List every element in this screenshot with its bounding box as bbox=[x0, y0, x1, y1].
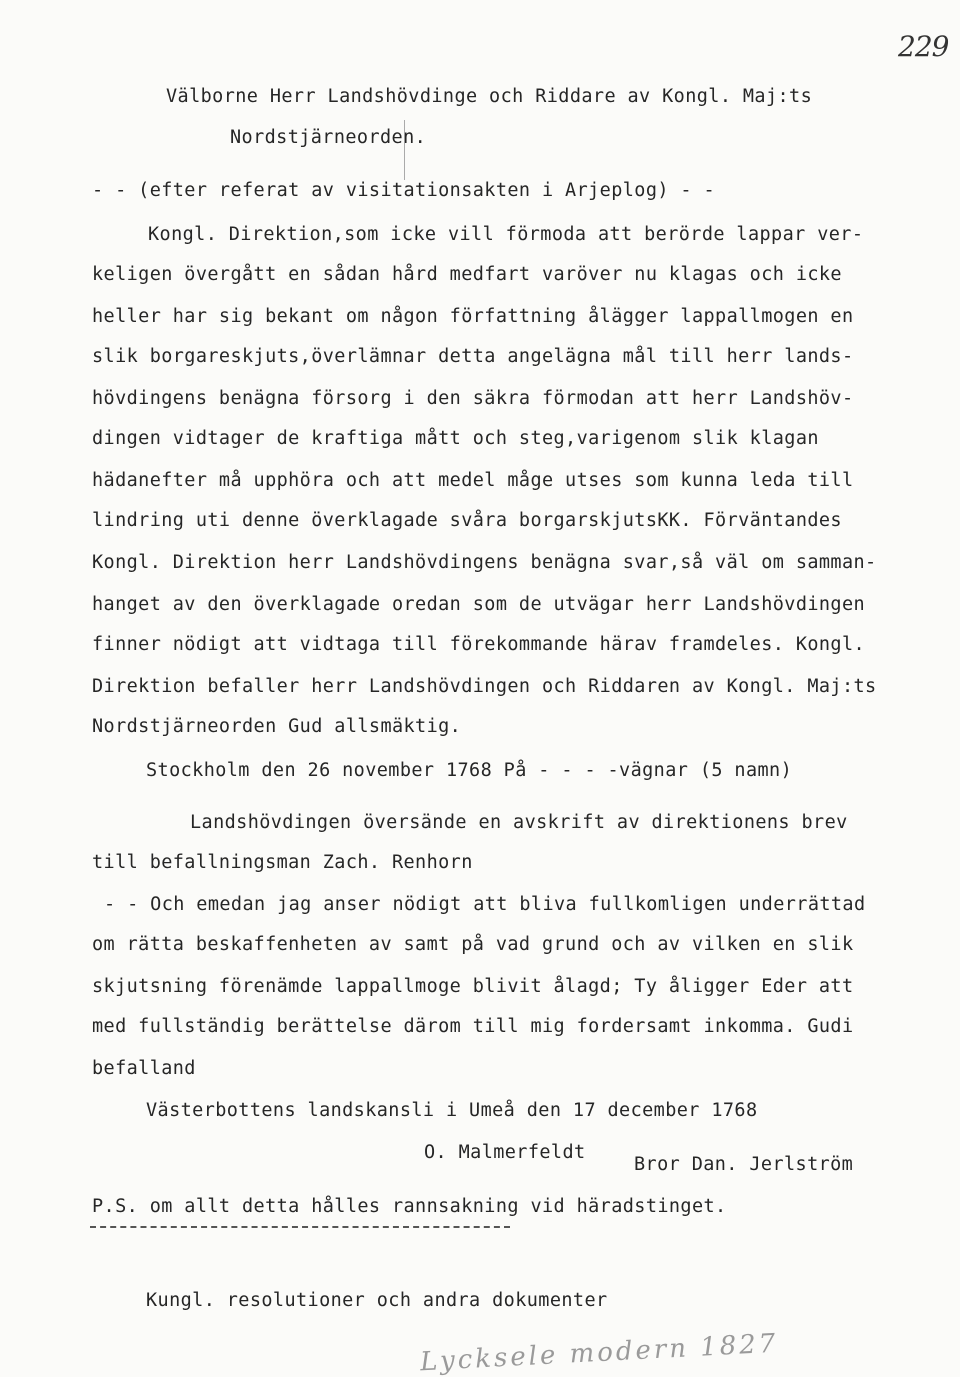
dateline-umea: Västerbottens landskansli i Umeå den 17 december 1768 bbox=[146, 1100, 758, 1121]
body-line: slik borgareskjuts,överlämnar detta angelägna mål till herr lands- bbox=[92, 346, 854, 367]
body-line: finner nödigt att vidtaga till förekommande härav framdeles. Kongl. bbox=[92, 634, 866, 655]
signature-malmerfeldt: O. Malmerfeldt bbox=[424, 1142, 586, 1163]
letter-line: befalland bbox=[92, 1058, 196, 1079]
postscript: P.S. om allt detta hålles rannsakning vid häradstinget. bbox=[92, 1196, 727, 1217]
dateline-stockholm: Stockholm den 26 november 1768 På - - - -vägnar (5 namn) bbox=[146, 760, 793, 781]
body-line: hädanefter må upphöra och att medel måge utses som kunna leda till bbox=[92, 470, 854, 491]
body-line: heller har sig bekant om någon författning ålägger lappallmogen en bbox=[92, 306, 854, 327]
summary-line: till befallningsman Zach. Renhorn bbox=[92, 852, 473, 873]
body-line: Kongl. Direktion,som icke vill förmoda att berörde lappar ver- bbox=[148, 224, 864, 245]
summary-line: Landshövdingen översände en avskrift av direktionens brev bbox=[190, 812, 848, 833]
page-number: 229 bbox=[898, 30, 949, 63]
body-line: dingen vidtager de kraftiga mått och steg,varigenom slik klagan bbox=[92, 428, 819, 449]
letter-line: med fullständig berättelse därom till mig fordersamt inkomma. Gudi bbox=[92, 1016, 854, 1037]
salutation-line-1: Välborne Herr Landshövdinge och Riddare av Kongl. Maj:ts bbox=[166, 86, 813, 107]
body-line: Direktion befaller herr Landshövdingen och Riddaren av Kongl. Maj:ts bbox=[92, 676, 877, 697]
reference-note: - - (efter referat av visitationsakten i Arjeplog) - - bbox=[92, 180, 716, 201]
salutation-line-2: Nordstjärneorden. bbox=[230, 127, 427, 148]
body-line: lindring uti denne överklagade svåra borgarskjutsKK. Förväntandes bbox=[92, 510, 842, 531]
body-line: hövdingens benägna försorg i den säkra förmodan att herr Landshöv- bbox=[92, 388, 854, 409]
letter-line: - - Och emedan jag anser nödigt att bliva fullkomligen underrättad bbox=[104, 894, 866, 915]
signature-jerlstrom: Bror Dan. Jerlström bbox=[634, 1154, 854, 1175]
letter-line: om rätta beskaffenheten av samt på vad grund och av vilken en slik bbox=[92, 934, 854, 955]
body-line: keligen övergått en sådan hård medfart varöver nu klagas och icke bbox=[92, 264, 842, 285]
source-note: Kungl. resolutioner och andra dokumenter bbox=[146, 1290, 608, 1311]
divider-rule bbox=[90, 1226, 510, 1228]
handwritten-note: Lycksele modern 1827 bbox=[419, 1328, 780, 1377]
body-line: hanget av den överklagade oredan som de utvägar herr Landshövdingen bbox=[92, 594, 866, 615]
body-line: Nordstjärneorden Gud allsmäktig. bbox=[92, 716, 462, 737]
letter-line: skjutsning förenämde lappallmoge blivit ålagd; Ty åligger Eder att bbox=[92, 976, 854, 997]
body-line: Kongl. Direktion herr Landshövdingens benägna svar,så väl om samman- bbox=[92, 552, 877, 573]
